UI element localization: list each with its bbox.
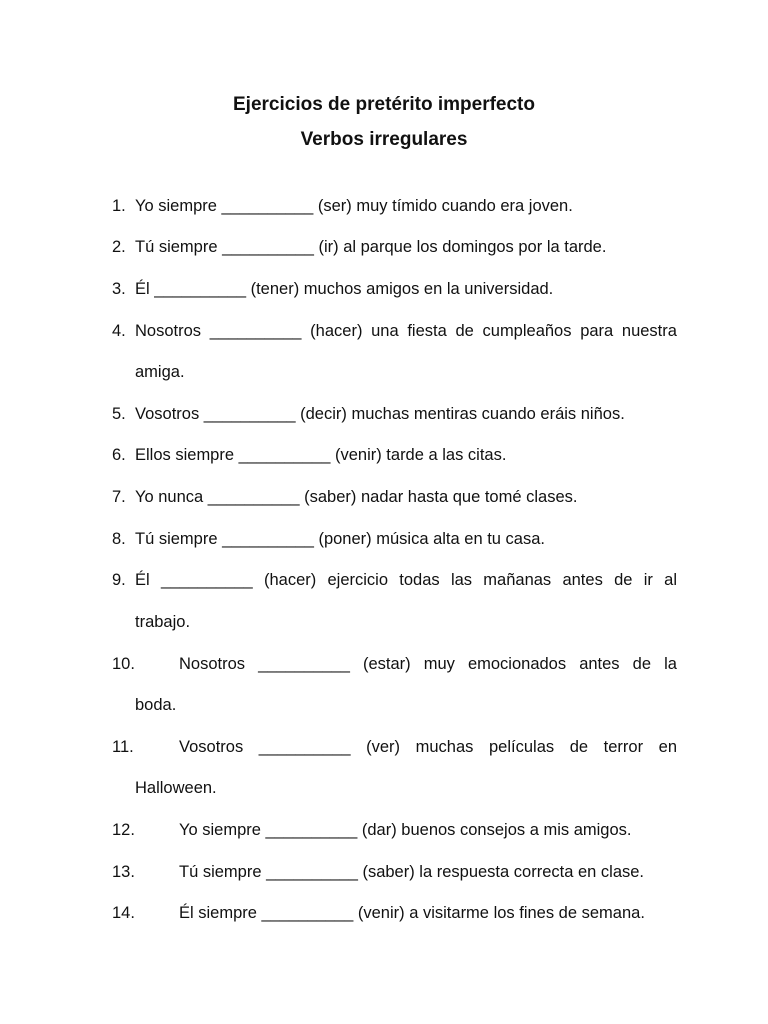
word: de [614, 571, 633, 589]
exercise-number: 9. [112, 571, 126, 589]
exercise-text: Él siempre __________ (venir) a visitarme los fines de semana. [179, 904, 645, 922]
word: de [455, 322, 474, 340]
word: de [632, 655, 651, 673]
word: muy [423, 655, 455, 673]
exercise-number: 11. [112, 738, 134, 756]
exercise-text-justified [179, 736, 677, 758]
exercise-text: Vosotros __________ (decir) muchas mentiras cuando eráis niños. [135, 405, 625, 423]
exercise-number: 4. [112, 322, 126, 340]
word: una [371, 322, 399, 340]
exercise-number: 2. [112, 238, 126, 256]
exercise-number: 1. [112, 197, 126, 215]
word: de [569, 738, 589, 756]
word: fiesta [407, 322, 447, 340]
document-subtitle: Verbos irregulares [300, 129, 468, 150]
exercise-number: 10. [112, 655, 135, 673]
exercise-text-continuation: Halloween. [135, 779, 217, 797]
exercise-number: 13. [112, 863, 135, 881]
exercise-text-justified [135, 569, 677, 591]
word: (hacer) [310, 322, 363, 340]
answer-blank: __________ [258, 655, 350, 673]
word: Él [135, 571, 150, 589]
answer-blank: __________ [258, 738, 351, 756]
exercise-text-justified [179, 653, 677, 675]
word: para [580, 322, 614, 340]
exercise-text: Tú siempre __________ (poner) música alta en tu casa. [135, 530, 545, 548]
word: cumpleaños [482, 322, 572, 340]
word: películas [489, 738, 555, 756]
word: antes [579, 655, 620, 673]
exercise-text-continuation: boda. [135, 696, 177, 714]
word: mañanas [483, 571, 552, 589]
word: nuestra [621, 322, 677, 340]
exercise-number: 8. [112, 530, 126, 548]
exercise-text-continuation: trabajo. [135, 613, 191, 631]
answer-blank: __________ [209, 322, 302, 340]
word: en [658, 738, 677, 756]
word: (hacer) [263, 571, 317, 589]
word: Nosotros [179, 655, 246, 673]
document-title: Ejercicios de pretérito imperfecto [233, 94, 535, 115]
exercise-number: 5. [112, 405, 126, 423]
exercise-number: 12. [112, 821, 135, 839]
word: todas [399, 571, 440, 589]
word: (estar) [362, 655, 411, 673]
exercise-text-justified [135, 320, 677, 342]
word: Nosotros [135, 322, 202, 340]
word: las [450, 571, 473, 589]
exercise-text: Ellos siempre __________ (venir) tarde a las citas. [135, 446, 507, 464]
exercise-text: Tú siempre __________ (saber) la respuesta correcta en clase. [179, 863, 645, 881]
exercise-text-continuation: amiga. [135, 363, 185, 381]
word: al [664, 571, 677, 589]
word: emocionados [467, 655, 567, 673]
answer-blank: __________ [160, 571, 253, 589]
exercise-number: 14. [112, 904, 135, 922]
word: ejercicio [327, 571, 389, 589]
word: la [664, 655, 677, 673]
word: muchas [415, 738, 474, 756]
word: (ver) [366, 738, 401, 756]
exercise-number: 6. [112, 446, 126, 464]
word: Vosotros [179, 738, 244, 756]
word: ir [643, 571, 653, 589]
word: terror [603, 738, 644, 756]
word: antes [562, 571, 603, 589]
exercise-text: Yo siempre __________ (ser) muy tímido cuando era joven. [135, 197, 573, 215]
exercise-text: Tú siempre __________ (ir) al parque los domingos por la tarde. [135, 238, 607, 256]
exercise-number: 7. [112, 488, 126, 506]
exercise-number: 3. [112, 280, 126, 298]
exercise-text: Yo siempre __________ (dar) buenos consejos a mis amigos. [179, 821, 632, 839]
exercise-text: Él __________ (tener) muchos amigos en la universidad. [135, 280, 554, 298]
exercise-text: Yo nunca __________ (saber) nadar hasta que tomé clases. [135, 488, 578, 506]
